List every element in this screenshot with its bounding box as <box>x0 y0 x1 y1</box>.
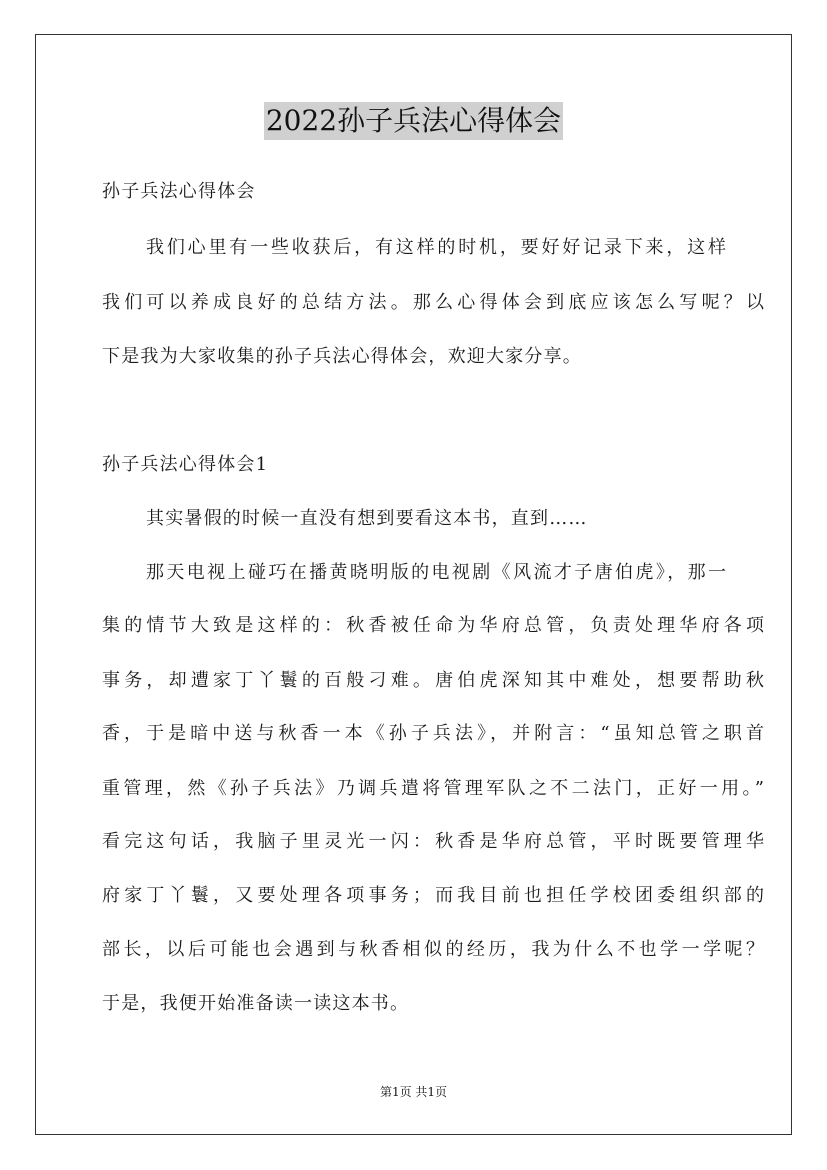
section-heading: 孙子兵法心得体会1 <box>102 454 269 475</box>
intro-line: 下是我为大家收集的孙子兵法心得体会，欢迎大家分享。 <box>102 346 582 367</box>
title-container <box>0 102 827 140</box>
body-line: 府家丁丫鬟，又要处理各项事务；而我目前也担任学校团委组织部的 <box>102 885 764 906</box>
document-subtitle: 孙子兵法心得体会 <box>102 181 256 202</box>
body-line: 于是，我便开始准备读一读这本书。 <box>102 993 410 1014</box>
body-line: 重管理，然《孙子兵法》乃调兵遣将管理军队之不二法门，正好一用。” <box>102 778 764 799</box>
page-footer: 第1页 共1页 <box>379 1085 448 1099</box>
body-line: 集的情节大致是这样的：秋香被任命为华府总管，负责处理华府各项 <box>102 615 764 636</box>
body-line: 香，于是暗中送与秋香一本《孙子兵法》，并附言：“虽知总管之职首 <box>102 723 764 744</box>
intro-line: 我们可以养成良好的总结方法。那么心得体会到底应该怎么写呢？以 <box>102 292 764 313</box>
body-line: 看完这句话，我脑子里灵光一闪：秋香是华府总管，平时既要管理华 <box>102 831 764 852</box>
body-line: 事务，却遭家丁丫鬟的百般刁难。唐伯虎深知其中难处，想要帮助秋 <box>102 670 764 691</box>
intro-line: 我们心里有一些收获后，有这样的时机，要好好记录下来，这样 <box>146 237 726 258</box>
document-title: 2022孙子兵法心得体会 <box>264 102 563 140</box>
body-line: 其实暑假的时候一直没有想到要看这本书，直到…… <box>146 508 588 529</box>
body-line: 部长，以后可能也会遇到与秋香相似的经历，我为什么不也学一学呢？ <box>102 939 764 960</box>
body-line: 那天电视上碰巧在播黄晓明版的电视剧《风流才子唐伯虎》，那一 <box>146 562 726 583</box>
